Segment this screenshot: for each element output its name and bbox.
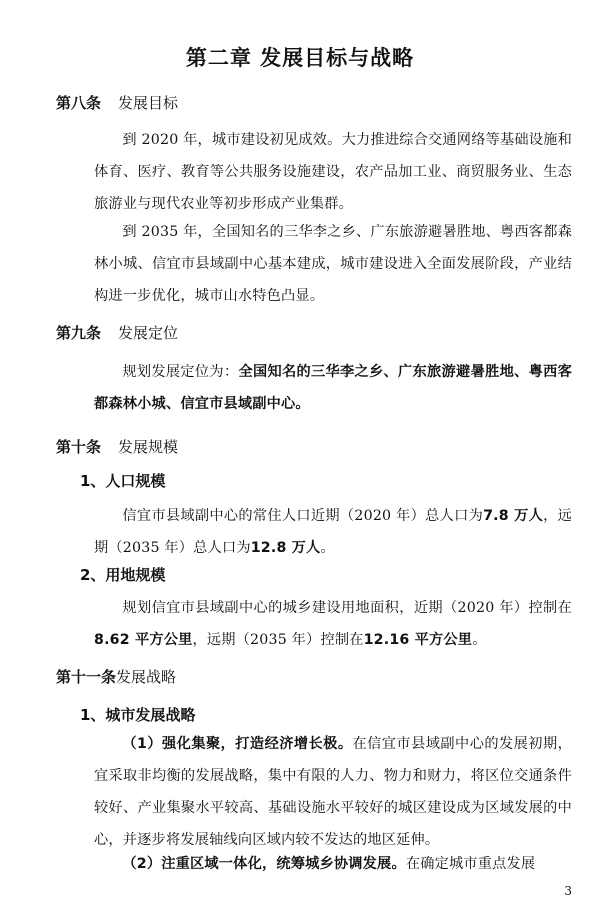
land-text: 规划信宜市县域副中心的城乡建设用地面积，近期（2020 年）控制在 — [122, 600, 572, 616]
article-number: 第九条 — [56, 324, 102, 342]
land-text: 。 — [472, 632, 487, 648]
article-11-heading — [56, 666, 176, 688]
urban-strategy-heading: 1、城市发展战略 — [80, 706, 196, 724]
population-text: 。 — [320, 540, 335, 556]
article-topic: 发展规模 — [118, 438, 179, 456]
article-topic: 发展目标 — [118, 94, 179, 112]
article-10-heading — [56, 436, 178, 458]
article-number: 第十一条 — [56, 668, 117, 686]
article-topic: 发展定位 — [118, 324, 179, 342]
population-text: 信宜市县域副中心的常住人口近期（2020 年）总人口为 — [122, 508, 484, 524]
article-number: 第十条 — [56, 438, 102, 456]
strategy-2-text: 在确定城市重点发展 — [405, 856, 536, 872]
article-8-paragraph-2: 到 2035 年，全国知名的三华李之乡、广东旅游避暑胜地、粤西客都森林小城、信宜市县域副中心基本建成，城市建设进入全面发展阶段，产业结构进一步优化，城市山水特色凸显。 — [94, 224, 572, 304]
population-scale-heading: 1、人口规模 — [80, 472, 166, 490]
land-paragraph — [94, 592, 572, 656]
land-scale-heading: 2、用地规模 — [80, 566, 166, 584]
population-far-value: 12.8 万人 — [250, 540, 321, 556]
article-9-heading — [56, 322, 178, 344]
article-8-heading — [56, 92, 178, 114]
article-8-paragraph-1: 到 2020 年，城市建设初见成效。大力推进综合交通网络等基础设施和体育、医疗、教育等公共服务设施建设，农产品加工业、商贸服务业、生态旅游业与现代农业等初步形成产业集群。 — [94, 132, 572, 212]
page-number: 3 — [564, 884, 572, 898]
land-far-value: 12.16 平方公里 — [363, 632, 473, 648]
article-9-paragraph — [94, 356, 572, 420]
strategy-2-paragraph — [94, 848, 572, 880]
article-number: 第八条 — [56, 94, 102, 112]
positioning-statement: 全国知名的三华李之乡、广东旅游避暑胜地、粤西客都森林小城、信宜市县域副中心。 — [94, 364, 572, 412]
chapter-title: 第二章 发展目标与战略 — [185, 46, 415, 70]
positioning-lead: 规划发展定位为： — [122, 364, 239, 380]
land-near-value: 8.62 平方公里 — [94, 632, 193, 648]
strategy-2-title: （2）注重区域一体化，统筹城乡协调发展。 — [122, 856, 406, 872]
population-near-value: 7.8 万人 — [483, 508, 544, 524]
population-paragraph — [94, 500, 572, 564]
strategy-1-title: （1）强化集聚，打造经济增长极。 — [122, 736, 353, 752]
population-text: ，远期（2035 年）总人口为 — [94, 508, 572, 556]
strategy-1-paragraph — [94, 728, 572, 856]
strategy-1-text: 在信宜市县域副中心的发展初期，宜采取非均衡的发展战略，集中有限的人力、物力和财力，将区位交通条件较好、产业集聚水平较高、基础设施水平较好的城区建设成为区域发展的中心，并逐步将发展轴线向区域内较不发达的地区延伸。 — [94, 736, 572, 848]
article-topic: 发展战略 — [116, 668, 177, 686]
land-text: ，远期（2035 年）控制在 — [192, 632, 364, 648]
